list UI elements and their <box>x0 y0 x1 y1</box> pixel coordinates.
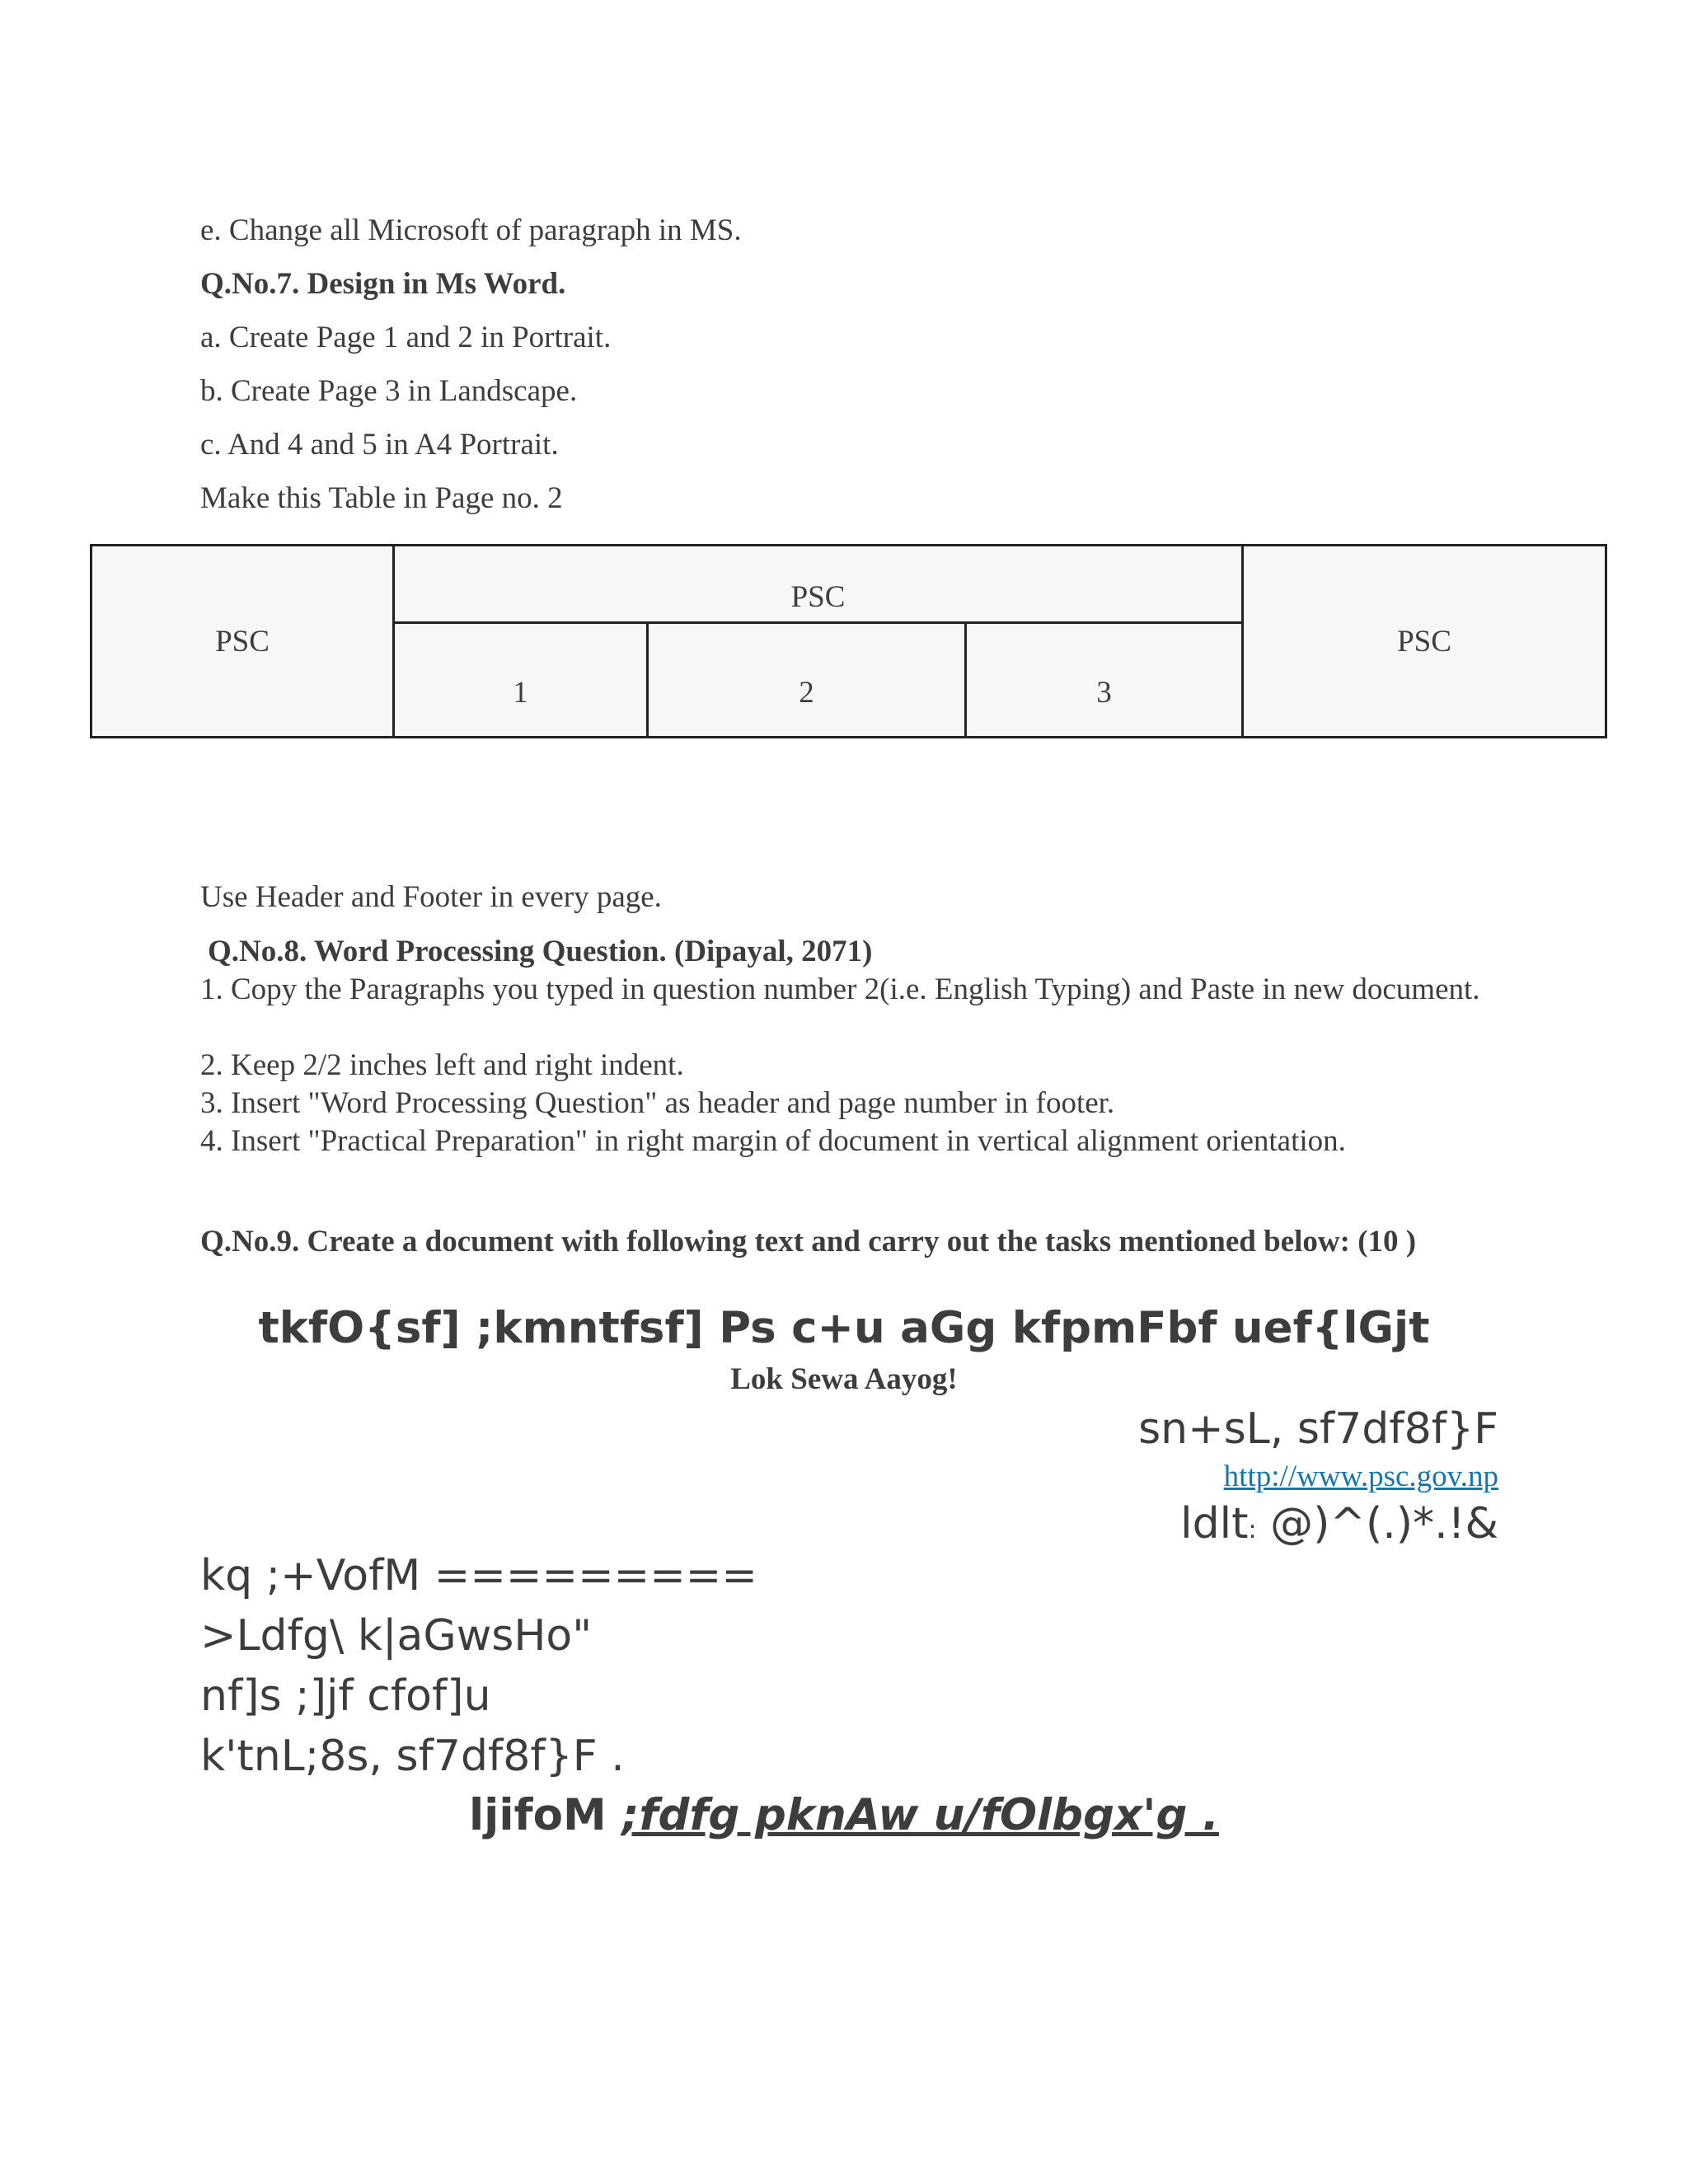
table-cell-right: PSC <box>1243 546 1606 738</box>
table-cell-merged-top: PSC <box>394 546 1243 623</box>
q9-address: sn+sL, sf7df8f}F <box>1138 1404 1498 1454</box>
psc-table <box>90 544 1607 738</box>
subject-line <box>0 1787 1688 1844</box>
body-line-1: kq ;+VofM ========= <box>200 1551 757 1601</box>
body-line-3: nf]s ;]jf cfof]u <box>200 1671 491 1721</box>
task-e-line: e. Change all Microsoft of paragraph in MS. <box>200 213 742 247</box>
q8-item-3: 3. Insert "Word Processing Question" as header and page number in footer. <box>200 1086 1115 1120</box>
body-line-4: k'tnL;8s, sf7df8f}F . <box>200 1732 625 1781</box>
q9-heading: tkfO{sf] ;kmntfsf] Ps c+u aGg kfpmFbf uef{lGjt <box>258 1303 1430 1353</box>
header-footer-instruction: Use Header and Footer in every page. <box>200 880 662 914</box>
table-cell-sub-2: 2 <box>648 623 966 738</box>
url-text[interactable]: http://www.psc.gov.np <box>1223 1460 1498 1493</box>
q9-title: Q.No.9. Create a document with following text and carry out the tasks mentioned below: (10 ) <box>200 1225 1417 1258</box>
q7-item-b: b. Create Page 3 in Landscape. <box>200 374 578 408</box>
subject-label: ljifoM <box>469 1790 622 1840</box>
date-colon: : <box>1248 1516 1257 1544</box>
q9-url-link[interactable] <box>1224 1459 1498 1495</box>
q7-title: Q.No.7. Design in Ms Word. <box>200 267 566 301</box>
q8-title: Q.No.8. Word Processing Question. (Dipayal, 2071) <box>208 935 873 968</box>
q7-item-a: a. Create Page 1 and 2 in Portrait. <box>200 321 612 354</box>
table-cell-sub-3: 3 <box>966 623 1243 738</box>
q8-item-1: 1. Copy the Paragraphs you typed in question number 2(i.e. English Typing) and Paste in new document. <box>200 972 1480 1006</box>
table-cell-sub-1: 1 <box>394 623 648 738</box>
q9-date <box>1180 1496 1498 1558</box>
q8-item-2: 2. Keep 2/2 inches left and right indent. <box>200 1048 684 1082</box>
q7-item-c: c. And 4 and 5 in A4 Portrait. <box>200 428 559 462</box>
q9-subheading: Lok Sewa Aayog! <box>730 1362 958 1396</box>
subject-text: ;fdfg pknAw u/fOlbgx'g . <box>621 1790 1219 1840</box>
table-cell-left: PSC <box>91 546 394 738</box>
date-label: ldlt <box>1180 1499 1249 1549</box>
body-line-2: >Ldfg\ k|aGwsHo" <box>200 1611 593 1661</box>
q8-item-4: 4. Insert "Practical Preparation" in right margin of document in vertical alignment orientation. <box>200 1124 1346 1158</box>
date-value: @)^(.)*.!& <box>1256 1499 1498 1549</box>
table-instruction: Make this Table in Page no. 2 <box>200 481 563 515</box>
